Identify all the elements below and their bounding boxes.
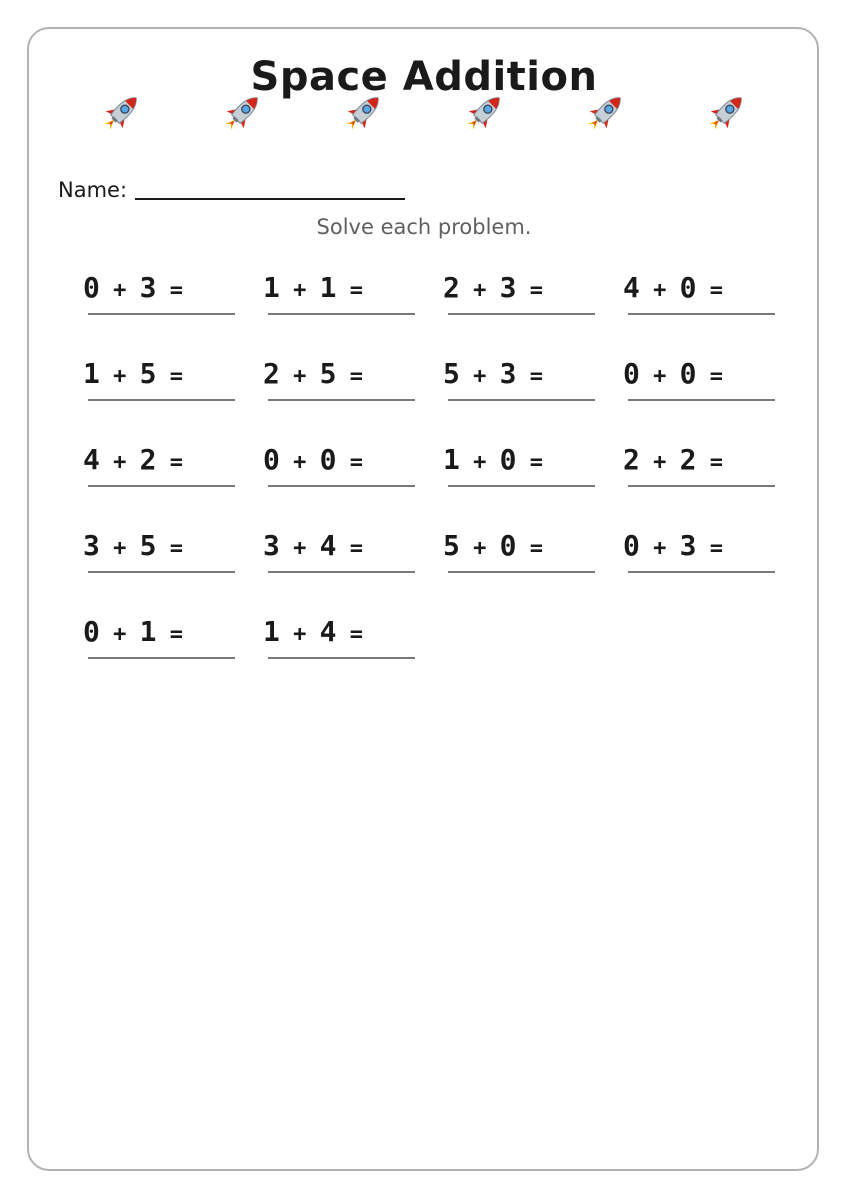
plus-sign: + bbox=[279, 364, 320, 389]
plus-sign: + bbox=[279, 278, 320, 303]
problem-expression bbox=[623, 528, 723, 567]
problem-expression bbox=[623, 356, 723, 395]
equals-sign: = bbox=[696, 450, 723, 475]
instructions: Solve each problem. bbox=[316, 215, 532, 239]
addend-b: 4 bbox=[319, 529, 337, 562]
plus-sign: + bbox=[459, 278, 500, 303]
addend-b: 0 bbox=[499, 529, 517, 562]
answer-line[interactable] bbox=[448, 571, 595, 573]
problem-expression bbox=[443, 528, 543, 567]
addition-problem bbox=[443, 442, 603, 502]
addition-problem bbox=[263, 528, 423, 588]
equals-sign: = bbox=[516, 278, 543, 303]
addend-b: 5 bbox=[319, 357, 337, 390]
plus-sign: + bbox=[459, 364, 500, 389]
problem-expression bbox=[623, 270, 723, 309]
plus-sign: + bbox=[99, 364, 140, 389]
name-label: Name: bbox=[58, 178, 128, 202]
addend-a: 5 bbox=[443, 357, 460, 390]
equals-sign: = bbox=[156, 278, 183, 303]
worksheet-title: Space Addition bbox=[250, 54, 598, 100]
addend-b: 2 bbox=[679, 443, 697, 476]
addition-problem bbox=[443, 356, 603, 416]
plus-sign: + bbox=[279, 536, 320, 561]
equals-sign: = bbox=[336, 278, 363, 303]
equals-sign: = bbox=[156, 622, 183, 647]
addend-a: 2 bbox=[443, 271, 460, 304]
addend-b: 3 bbox=[679, 529, 697, 562]
addition-problem bbox=[443, 528, 603, 588]
plus-sign: + bbox=[99, 450, 140, 475]
plus-sign: + bbox=[639, 536, 680, 561]
equals-sign: = bbox=[516, 536, 543, 561]
equals-sign: = bbox=[336, 450, 363, 475]
addend-b: 5 bbox=[139, 529, 157, 562]
addend-b: 3 bbox=[499, 271, 517, 304]
equals-sign: = bbox=[156, 450, 183, 475]
equals-sign: = bbox=[336, 536, 363, 561]
addend-a: 4 bbox=[623, 271, 640, 304]
addend-a: 1 bbox=[263, 271, 280, 304]
addend-a: 0 bbox=[623, 529, 640, 562]
answer-line[interactable] bbox=[268, 657, 415, 659]
problem-expression bbox=[263, 356, 363, 395]
addend-b: 2 bbox=[139, 443, 157, 476]
answer-line[interactable] bbox=[88, 399, 235, 401]
addend-a: 3 bbox=[263, 529, 280, 562]
addend-a: 0 bbox=[83, 271, 100, 304]
addition-problem bbox=[263, 442, 423, 502]
plus-sign: + bbox=[279, 622, 320, 647]
addition-problem bbox=[263, 270, 423, 330]
answer-line[interactable] bbox=[628, 313, 775, 315]
answer-line[interactable] bbox=[88, 485, 235, 487]
plus-sign: + bbox=[639, 364, 680, 389]
problem-expression bbox=[263, 270, 363, 309]
addition-problem bbox=[623, 528, 783, 588]
addend-a: 3 bbox=[83, 529, 100, 562]
answer-line[interactable] bbox=[628, 485, 775, 487]
problem-expression bbox=[83, 356, 183, 395]
answer-line[interactable] bbox=[268, 313, 415, 315]
equals-sign: = bbox=[696, 364, 723, 389]
addition-problem bbox=[263, 356, 423, 416]
plus-sign: + bbox=[99, 278, 140, 303]
addend-b: 0 bbox=[679, 357, 697, 390]
addition-problem bbox=[83, 356, 243, 416]
addend-a: 1 bbox=[263, 615, 280, 648]
problem-expression bbox=[443, 270, 543, 309]
addition-problem bbox=[263, 614, 423, 674]
equals-sign: = bbox=[696, 278, 723, 303]
addend-a: 1 bbox=[83, 357, 100, 390]
addition-problem bbox=[83, 270, 243, 330]
answer-line[interactable] bbox=[88, 571, 235, 573]
addend-a: 1 bbox=[443, 443, 460, 476]
addition-problem bbox=[83, 442, 243, 502]
addend-a: 5 bbox=[443, 529, 460, 562]
plus-sign: + bbox=[459, 536, 500, 561]
addition-problem bbox=[83, 614, 243, 674]
addend-a: 2 bbox=[263, 357, 280, 390]
answer-line[interactable] bbox=[448, 313, 595, 315]
problem-expression bbox=[263, 528, 363, 567]
addend-b: 0 bbox=[499, 443, 517, 476]
addition-problem bbox=[623, 356, 783, 416]
addend-b: 3 bbox=[139, 271, 157, 304]
problem-expression bbox=[263, 614, 363, 653]
problem-expression bbox=[83, 270, 183, 309]
addend-b: 0 bbox=[319, 443, 337, 476]
problem-expression bbox=[83, 614, 183, 653]
answer-line[interactable] bbox=[448, 485, 595, 487]
addend-b: 0 bbox=[679, 271, 697, 304]
addition-problem bbox=[623, 442, 783, 502]
addend-b: 3 bbox=[499, 357, 517, 390]
addend-b: 5 bbox=[139, 357, 157, 390]
addition-problem bbox=[83, 528, 243, 588]
answer-line[interactable] bbox=[88, 313, 235, 315]
problem-expression bbox=[443, 442, 543, 481]
answer-line[interactable] bbox=[628, 399, 775, 401]
answer-line[interactable] bbox=[268, 571, 415, 573]
equals-sign: = bbox=[516, 364, 543, 389]
equals-sign: = bbox=[696, 536, 723, 561]
problem-expression bbox=[263, 442, 363, 481]
answer-line[interactable] bbox=[88, 657, 235, 659]
problem-expression bbox=[623, 442, 723, 481]
equals-sign: = bbox=[156, 536, 183, 561]
equals-sign: = bbox=[336, 622, 363, 647]
plus-sign: + bbox=[639, 450, 680, 475]
plus-sign: + bbox=[99, 536, 140, 561]
addend-b: 1 bbox=[139, 615, 157, 648]
plus-sign: + bbox=[639, 278, 680, 303]
answer-line[interactable] bbox=[628, 571, 775, 573]
problem-expression bbox=[443, 356, 543, 395]
plus-sign: + bbox=[99, 622, 140, 647]
equals-sign: = bbox=[336, 364, 363, 389]
addition-problem bbox=[623, 270, 783, 330]
addend-a: 2 bbox=[623, 443, 640, 476]
addend-a: 0 bbox=[623, 357, 640, 390]
answer-line[interactable] bbox=[268, 485, 415, 487]
equals-sign: = bbox=[156, 364, 183, 389]
addend-a: 0 bbox=[83, 615, 100, 648]
answer-line[interactable] bbox=[268, 399, 415, 401]
answer-line[interactable] bbox=[448, 399, 595, 401]
addend-b: 4 bbox=[319, 615, 337, 648]
addition-problem bbox=[443, 270, 603, 330]
problem-expression bbox=[83, 442, 183, 481]
addend-a: 4 bbox=[83, 443, 100, 476]
plus-sign: + bbox=[459, 450, 500, 475]
plus-sign: + bbox=[279, 450, 320, 475]
addend-a: 0 bbox=[263, 443, 280, 476]
equals-sign: = bbox=[516, 450, 543, 475]
addend-b: 1 bbox=[319, 271, 337, 304]
problem-expression bbox=[83, 528, 183, 567]
